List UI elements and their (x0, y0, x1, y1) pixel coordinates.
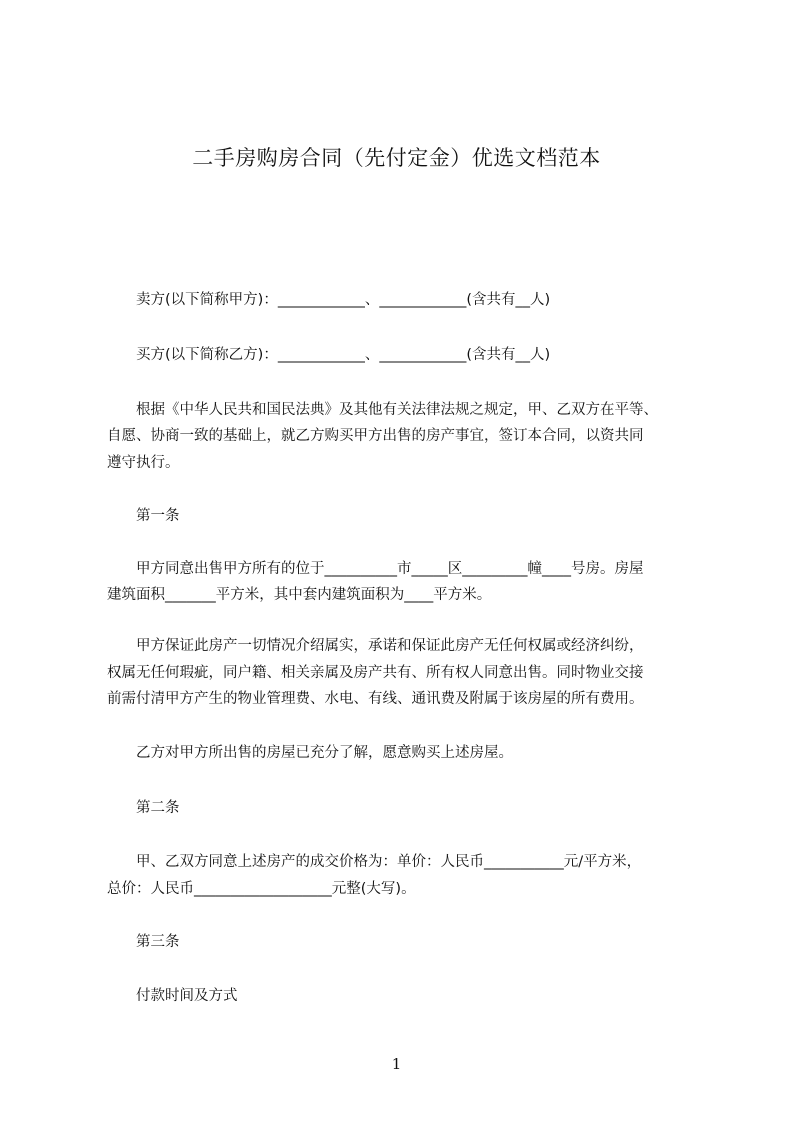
article-2-p1-line-1: 甲、乙双方同意上述房产的成交价格为：单价：人民币___________元/平方米， (136, 854, 642, 870)
page-title: 二手房购房合同（先付定金）优选文档范本 (192, 146, 601, 170)
article-1-p1-line-1: 甲方同意出售甲方所有的位于__________市_____区_________幢____号房。房屋 (136, 561, 644, 577)
seller-line: 卖方(以下简称甲方)：____________、____________(含共有__人) (136, 292, 551, 308)
buyer-line: 买方(以下简称乙方)：____________、____________(含共有__人) (136, 347, 551, 363)
article-1-p2-line-3: 前需付清甲方产生的物业管理费、水电、有线、通讯费及附属于该房屋的所有费用。 (107, 691, 644, 707)
article-3-subheading: 付款时间及方式 (136, 988, 238, 1004)
article-1-p1-line-2: 建筑面积_______平方米，其中套内建筑面积为____平方米。 (107, 587, 492, 603)
article-1-p3: 乙方对甲方所出售的房屋已充分了解，愿意购买上述房屋。 (136, 745, 513, 761)
article-1-p2-line-2: 权属无任何瑕疵，同户籍、相关亲属及房产共有、所有权人同意出售。同时物业交接 (107, 665, 644, 681)
article-1-p2-line-1: 甲方保证此房产一切情况介绍属实，承诺和保证此房产无任何权属或经济纠纷， (136, 638, 644, 654)
page-number: 1 (391, 1055, 402, 1073)
article-3-heading: 第三条 (136, 934, 180, 950)
article-2-p1-line-2: 总价：人民币___________________元整(大写)。 (107, 881, 416, 897)
article-1-heading: 第一条 (136, 508, 180, 524)
intro-line-3: 遵守执行。 (107, 455, 180, 471)
intro-line-2: 自愿、协商一致的基础上，就乙方购买甲方出售的房产事宜，签订本合同，以资共同 (107, 428, 644, 444)
intro-line-1: 根据《中华人民共和国民法典》及其他有关法律法规之规定，甲、乙双方在平等、 (136, 402, 658, 418)
article-2-heading: 第二条 (136, 800, 180, 816)
